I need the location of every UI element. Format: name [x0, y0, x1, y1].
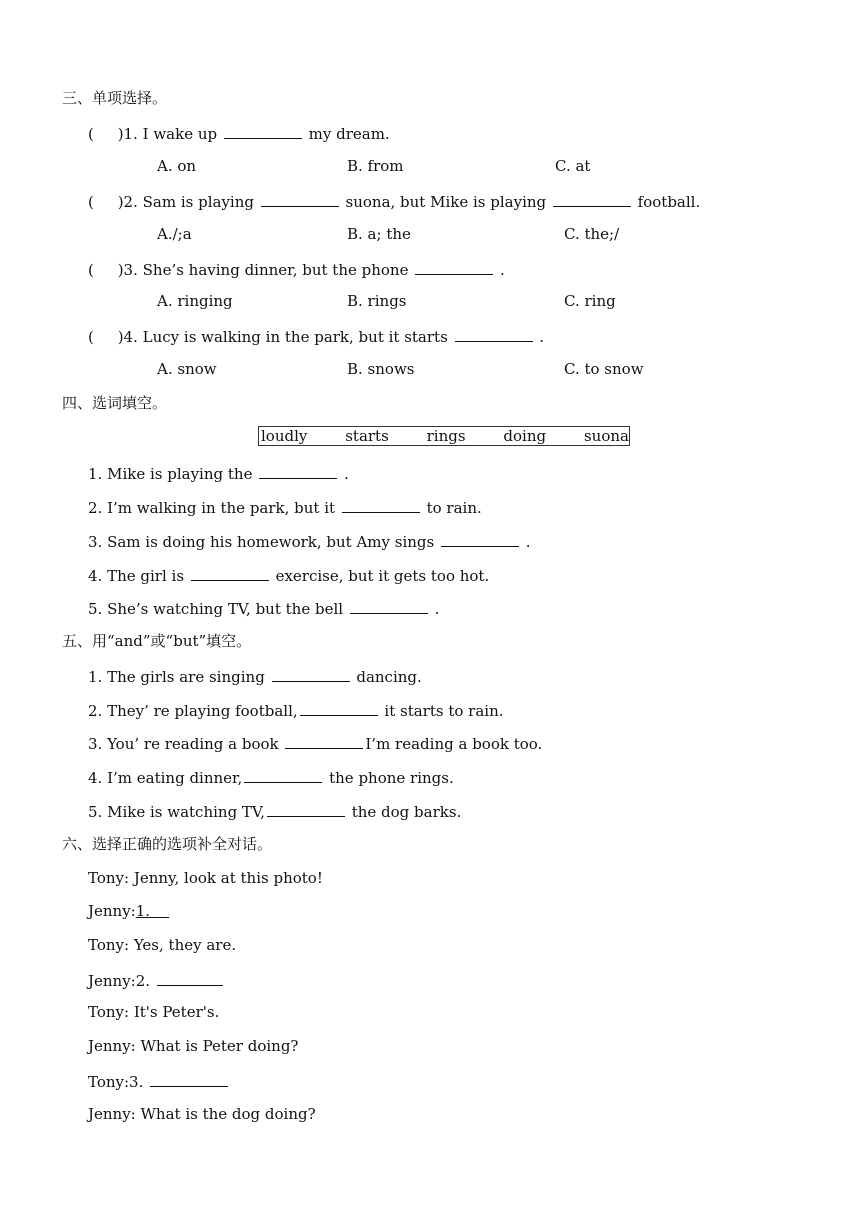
- option-b[interactable]: B. snows: [347, 360, 415, 378]
- word-bank-item: rings: [426, 427, 466, 445]
- dialogue-line: Jenny: What is Peter doing?: [88, 1037, 299, 1055]
- word-bank-item: doing: [503, 427, 547, 445]
- dialogue-line: Jenny: What is the dog doing?: [88, 1105, 316, 1123]
- word-bank-item: suona: [583, 427, 629, 445]
- blank[interactable]: [285, 732, 363, 749]
- conj-item-1: 1. The girls are singing dancing.: [88, 665, 422, 687]
- question-4: ( )4. Lucy is walking in the park, but it starts .: [88, 325, 544, 347]
- dialogue-line: Jenny:1.: [88, 901, 169, 921]
- option-a[interactable]: A. on: [157, 157, 197, 175]
- word-bank-item: starts: [345, 427, 389, 445]
- question-2: ( )2. Sam is playing suona, but Mike is playing football.: [88, 190, 700, 212]
- dialogue-blank-1[interactable]: 1.: [135, 902, 151, 920]
- option-a[interactable]: A. snow: [157, 360, 217, 378]
- fill-item-5: 5. She’s watching TV, but the bell .: [88, 597, 439, 619]
- blank[interactable]: [300, 699, 378, 716]
- blank[interactable]: [259, 462, 337, 479]
- fill-item-1: 1. Mike is playing the .: [88, 462, 349, 484]
- option-a[interactable]: A./;a: [157, 225, 192, 243]
- blank[interactable]: [150, 1070, 228, 1087]
- blank[interactable]: [272, 665, 350, 682]
- option-b[interactable]: B. a; the: [347, 225, 411, 243]
- section-3-heading: 三、单项选择。: [62, 89, 168, 107]
- answer-paren[interactable]: ( ): [88, 193, 124, 211]
- fill-item-3: 3. Sam is doing his homework, but Amy sings .: [88, 530, 531, 552]
- blank[interactable]: [415, 258, 493, 275]
- question-1: ( )1. I wake up my dream.: [88, 122, 390, 144]
- blank[interactable]: [350, 597, 428, 614]
- option-c[interactable]: C. ring: [564, 292, 616, 310]
- option-b[interactable]: B. from: [347, 157, 404, 175]
- answer-paren[interactable]: ( ): [88, 328, 124, 346]
- conj-item-4: 4. I’m eating dinner, the phone rings.: [88, 766, 454, 788]
- dialogue-line: Jenny:2.: [88, 969, 225, 991]
- question-3: ( )3. She’s having dinner, but the phone .: [88, 258, 505, 280]
- word-bank: [258, 426, 630, 446]
- conj-item-3: 3. You’ re reading a book I’m reading a book too.: [88, 732, 542, 754]
- option-b[interactable]: B. rings: [347, 292, 407, 310]
- dialogue-line: Tony: It's Peter's.: [88, 1003, 220, 1021]
- conj-item-2: 2. They’ re playing football, it starts to rain.: [88, 699, 504, 721]
- option-c[interactable]: C. the;/: [564, 225, 620, 243]
- blank[interactable]: [261, 190, 339, 207]
- conj-item-5: 5. Mike is watching TV, the dog barks.: [88, 800, 461, 822]
- blank[interactable]: [191, 564, 269, 581]
- section-6-heading: 六、选择正确的选项补全对话。: [62, 835, 273, 853]
- option-c[interactable]: C. to snow: [564, 360, 644, 378]
- dialogue-line: Tony: Jenny, look at this photo!: [88, 869, 323, 887]
- option-a[interactable]: A. ringing: [157, 292, 233, 310]
- blank[interactable]: [553, 190, 631, 207]
- answer-paren[interactable]: ( ): [88, 261, 124, 279]
- blank[interactable]: [342, 496, 420, 513]
- section-5-heading: 五、用“and”或“but”填空。: [62, 632, 252, 650]
- fill-item-2: 2. I’m walking in the park, but it to rain.: [88, 496, 482, 518]
- blank[interactable]: [267, 800, 345, 817]
- dialogue-line: Tony:3.: [88, 1070, 230, 1092]
- option-c[interactable]: C. at: [555, 157, 591, 175]
- fill-item-4: 4. The girl is exercise, but it gets too hot.: [88, 564, 489, 586]
- section-4-heading: 四、选词填空。: [62, 394, 168, 412]
- blank[interactable]: [455, 325, 533, 342]
- dialogue-line: Tony: Yes, they are.: [88, 936, 237, 954]
- blank[interactable]: [224, 122, 302, 139]
- word-bank-item: loudly: [261, 427, 308, 445]
- blank[interactable]: [157, 969, 223, 986]
- answer-paren[interactable]: ( ): [88, 125, 124, 143]
- blank[interactable]: [441, 530, 519, 547]
- blank[interactable]: [244, 766, 322, 783]
